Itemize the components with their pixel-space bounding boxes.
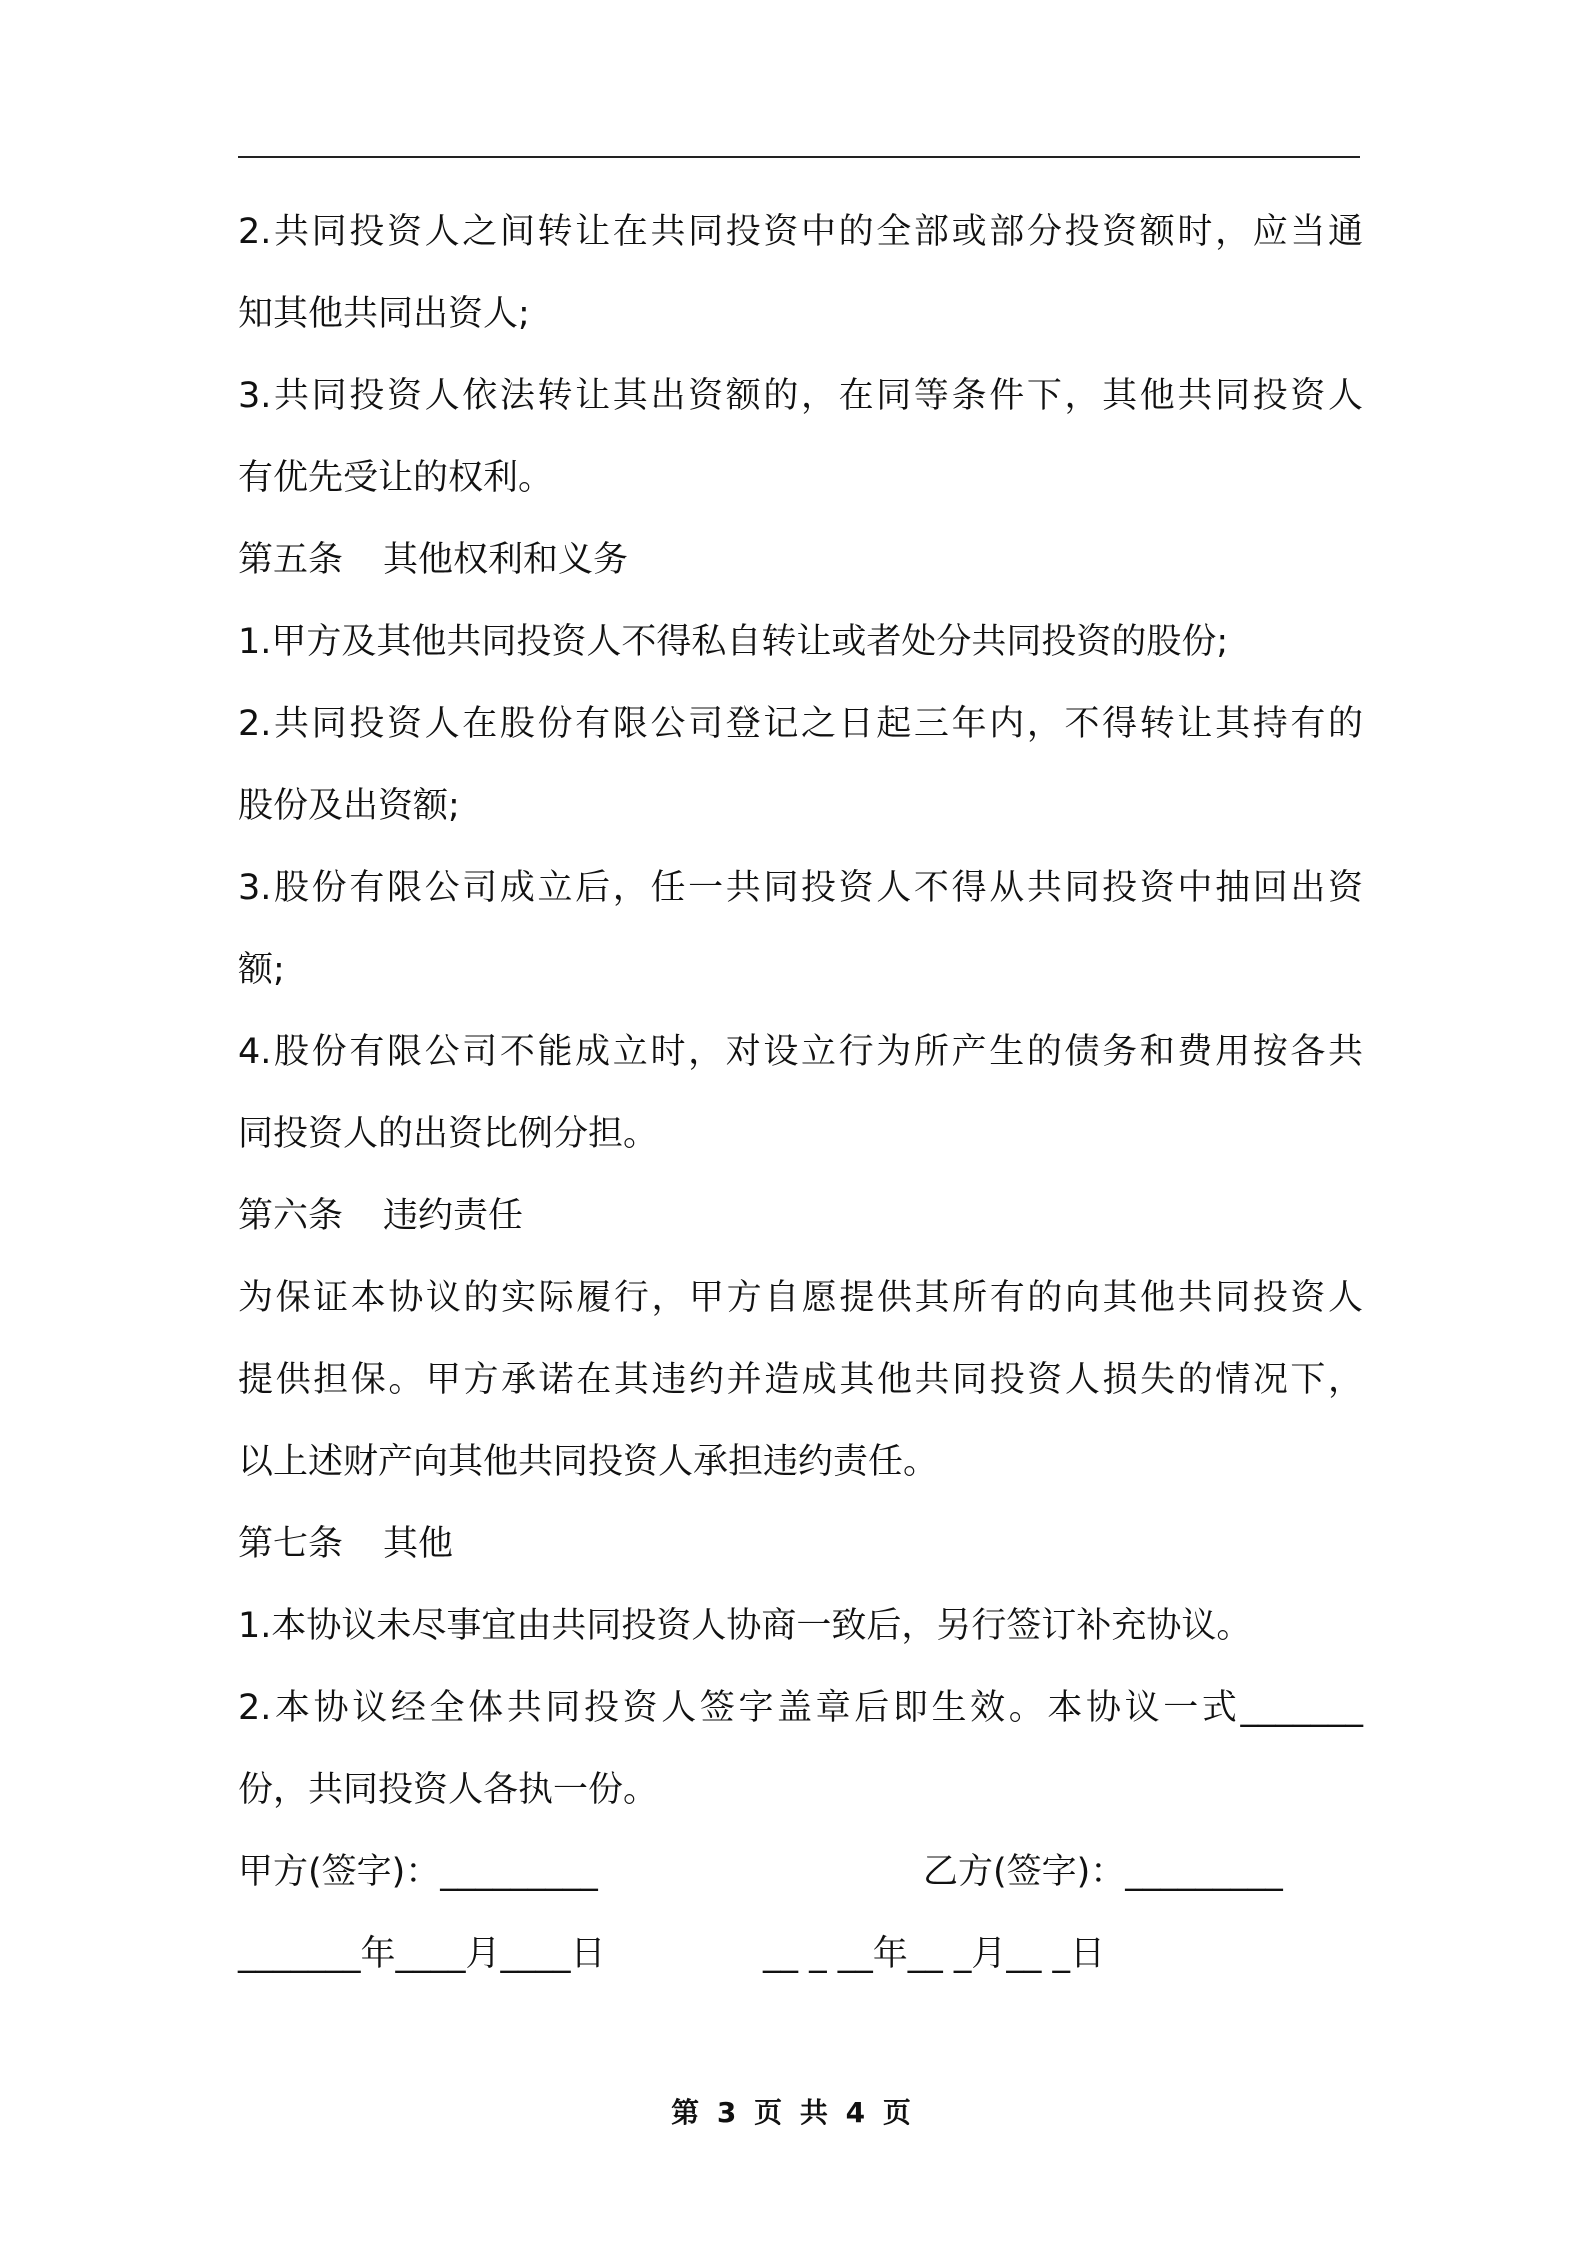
article-6-line-3: 以上述财产向其他共同投资人承担违约责任。 bbox=[238, 1442, 939, 1482]
article-5-item-2-line-1: 2.共同投资人在股份有限公司登记之日起三年内，不得转让其持有的 bbox=[238, 704, 1363, 744]
document-body bbox=[238, 0, 1363, 2244]
page-number-footer: 第 3 页 共 4 页 bbox=[671, 2096, 915, 2129]
article-5-item-4-line-2: 同投资人的出资比例分担。 bbox=[238, 1114, 659, 1154]
clause-2-line-1: 2.共同投资人之间转让在共同投资中的全部或部分投资额时，应当通 bbox=[238, 212, 1363, 252]
article-5-number: 第五条 bbox=[238, 540, 344, 580]
article-5-item-1: 1.甲方及其他共同投资人不得私自转让或者处分共同投资的股份; bbox=[238, 622, 1229, 662]
party-a-date: _______年____月____日 bbox=[238, 1934, 606, 1974]
article-6-line-2: 提供担保。甲方承诺在其违约并造成其他共同投资人损失的情况下， bbox=[238, 1360, 1363, 1400]
article-5-item-4-line-1: 4.股份有限公司不能成立时，对设立行为所产生的债务和费用按各共 bbox=[238, 1032, 1363, 1072]
article-5-title: 其他权利和义务 bbox=[383, 540, 629, 580]
article-5-item-3-line-1: 3.股份有限公司成立后，任一共同投资人不得从共同投资中抽回出资 bbox=[238, 868, 1363, 908]
article-6-title: 违约责任 bbox=[383, 1196, 524, 1236]
clause-2-line-2: 知其他共同出资人; bbox=[238, 294, 530, 334]
party-b-signature: 乙方(签字)：_________ bbox=[923, 1852, 1283, 1892]
article-7-heading bbox=[238, 1514, 1363, 1574]
clause-3-line-1: 3.共同投资人依法转让其出资额的，在同等条件下，其他共同投资人 bbox=[238, 376, 1363, 416]
clause-3-line-2: 有优先受让的权利。 bbox=[238, 458, 554, 498]
article-7-number: 第七条 bbox=[238, 1524, 344, 1564]
article-6-line-1: 为保证本协议的实际履行，甲方自愿提供其所有的向其他共同投资人 bbox=[238, 1278, 1363, 1318]
party-a-signature: 甲方(签字)：_________ bbox=[238, 1852, 598, 1892]
article-5-item-3-line-2: 额; bbox=[238, 950, 285, 990]
article-7-title: 其他 bbox=[383, 1524, 454, 1564]
article-5-item-2-line-2: 股份及出资额; bbox=[238, 786, 460, 826]
party-b-date: __ _ __年__ _月__ _日 bbox=[763, 1934, 1106, 1974]
article-7-item-1: 1.本协议未尽事宜由共同投资人协商一致后，另行签订补充协议。 bbox=[238, 1606, 1252, 1646]
article-6-number: 第六条 bbox=[238, 1196, 344, 1236]
article-6-heading bbox=[238, 1186, 1363, 1246]
article-7-item-2-line-1: 2.本协议经全体共同投资人签字盖章后即生效。本协议一式_______ bbox=[238, 1688, 1363, 1728]
article-7-item-2-line-2: 份，共同投资人各执一份。 bbox=[238, 1770, 659, 1810]
article-5-heading bbox=[238, 530, 1363, 590]
